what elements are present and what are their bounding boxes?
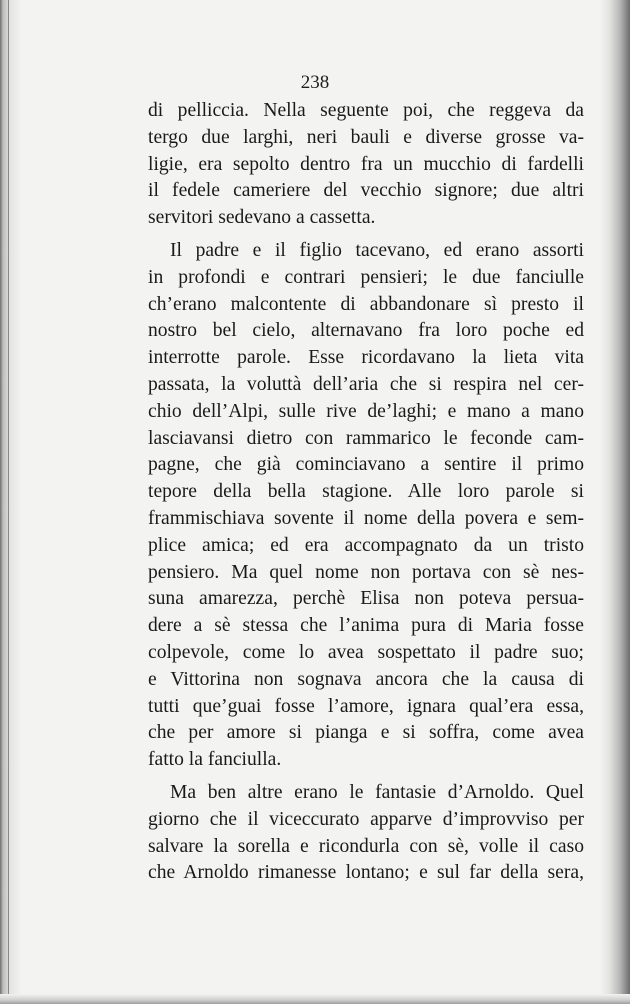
text-line: che per amore si pianga e si soffra, come avea [148,722,584,744]
body-text [148,98,584,887]
text-line: pagne, che già cominciavano a sentire il primo [148,454,584,476]
text-line: nostro bel cielo, alternavano fra loro poche ed [148,320,584,342]
page-left-edge-shadow [0,0,22,1004]
text-line: tepore della bella stagione. Alle loro parole si [148,481,584,503]
text-line: salvare la sorella e ricondurla con sè, volle il caso [148,835,584,857]
text-line: chio dell’Alpi, sulle rive de’laghi; e mano a mano [148,400,584,422]
paragraph-2 [148,238,584,774]
text-line: Ma ben altre erano le fantasie d’Arnoldo. Quel [170,781,584,803]
text-line: frammischiava sovente il nome della povera e sem- [148,507,584,529]
text-line: colpevole, come lo avea sospettato il padre suo; [148,641,584,663]
text-line: fatto la fanciulla. [148,749,282,771]
text-line: suna amarezza, perchè Elisa non poteva persua- [148,588,584,610]
text-line: dere a sè stessa che l’anima pura di Maria fosse [148,615,584,637]
text-line: il fedele cameriere del vecchio signore; due altri [148,180,584,202]
page-number: 238 [300,72,330,93]
text-line: che Arnoldo rimanesse lontano; e sul far della sera, [148,862,584,884]
text-line: interrotte parole. Esse ricordavano la lieta vita [148,347,584,369]
text-line: passata, la voluttà dell’aria che si respira nel cer- [148,373,584,395]
text-line: Il padre e il figlio tacevano, ed erano assorti [170,239,584,261]
text-line: pensiero. Ma quel nome non portava con sè nes- [148,561,584,583]
paragraph-1 [148,98,584,232]
text-line: ch’erano malcontente di abbandonare sì presto il [148,293,584,315]
page-bottom-edge-shadow [0,994,630,1004]
text-line: in profondi e contrari pensieri; le due fanciulle [148,266,584,288]
page-right-edge-shadow [600,0,630,1004]
text-line: di pelliccia. Nella seguente poi, che reggeva da [148,100,584,121]
text-line: lasciavansi dietro con rammarico le feconde cam- [148,427,584,449]
text-line: giorno che il viceccurato apparve d’improvviso per [148,808,584,830]
paragraph-3 [148,780,584,887]
text-line: servitori sedevano a cassetta. [148,207,376,229]
text-line: tutti que’guai fosse l’amore, ignara qual’era essa, [148,695,584,717]
text-line: plice amica; ed era accompagnato da un tristo [148,534,584,556]
text-line: ligie, era sepolto dentro fra un mucchio di fardelli [148,153,584,175]
text-line: e Vittorina non sognava ancora che la causa di [148,668,584,690]
text-line: tergo due larghi, neri bauli e diverse grosse va- [148,126,584,148]
